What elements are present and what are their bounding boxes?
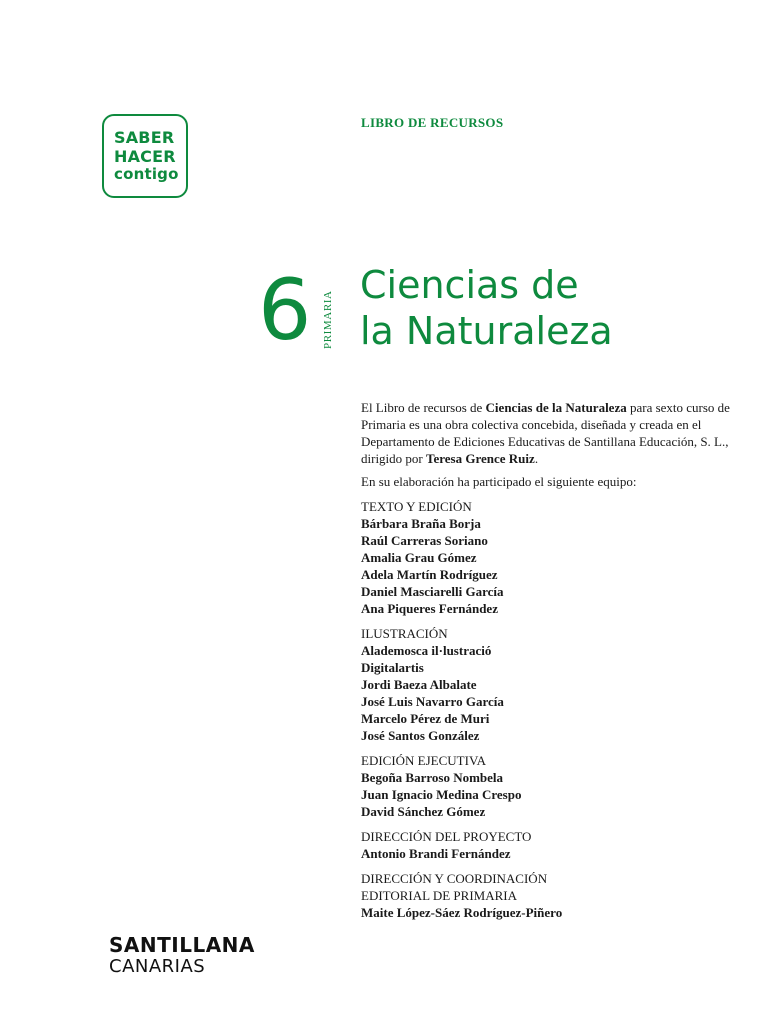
credit-name: Alademosca il·lustració	[361, 643, 492, 658]
section-heading: TEXTO Y EDICIÓN	[361, 499, 472, 514]
credit-name: Antonio Brandi Fernández	[361, 846, 511, 861]
intro-director: Teresa Grence Ruiz	[426, 451, 535, 466]
credit-name: José Luis Navarro García	[361, 694, 504, 709]
credit-name: Maite López-Sáez Rodríguez-Piñero	[361, 905, 563, 920]
logo-line-2: HACER	[114, 147, 176, 166]
credit-section-texto	[361, 498, 741, 617]
publisher-region: CANARIAS	[109, 956, 206, 977]
grade-number: 6	[258, 261, 312, 359]
credit-section-direccion-proyecto	[361, 828, 741, 862]
intro-text-1: El Libro de recursos de	[361, 400, 486, 415]
section-heading: DIRECCIÓN DEL PROYECTO	[361, 829, 532, 844]
credit-name: Juan Ignacio Medina Crespo	[361, 787, 522, 802]
credit-name: Ana Piqueres Fernández	[361, 601, 498, 616]
title-line-2: la Naturaleza	[360, 309, 613, 353]
book-title	[360, 262, 760, 354]
series-logo	[102, 114, 188, 198]
section-heading-2: EDITORIAL DE PRIMARIA	[361, 888, 517, 903]
credit-name: Digitalartis	[361, 660, 424, 675]
intro-subject: Ciencias de la Naturaleza	[485, 400, 627, 415]
credit-name: José Santos González	[361, 728, 480, 743]
credit-name: Adela Martín Rodríguez	[361, 567, 498, 582]
section-heading: ILUSTRACIÓN	[361, 626, 448, 641]
credit-name: Amalia Grau Gómez	[361, 550, 477, 565]
credit-name: Bárbara Braña Borja	[361, 516, 481, 531]
logo-line-3: contigo	[114, 165, 179, 183]
logo-line-1: SABER	[114, 128, 175, 147]
publisher-logo	[109, 934, 255, 978]
credit-name: David Sánchez Gómez	[361, 804, 486, 819]
credit-name: Daniel Masciarelli García	[361, 584, 504, 599]
section-heading: EDICIÓN EJECUTIVA	[361, 753, 487, 768]
section-heading: DIRECCIÓN Y COORDINACIÓN	[361, 871, 548, 886]
credit-name: Jordi Baeza Albalate	[361, 677, 477, 692]
publisher-brand: SANTILLANA	[109, 933, 255, 957]
intro-text-3: .	[534, 451, 539, 466]
intro-paragraph	[361, 399, 741, 467]
team-intro: En su elaboración ha participado el siguiente equipo:	[361, 474, 637, 489]
credit-section-ilustracion	[361, 625, 741, 744]
title-line-1: Ciencias de	[360, 263, 579, 307]
header-label: LIBRO DE RECURSOS	[361, 115, 504, 130]
credit-name: Begoña Barroso Nombela	[361, 770, 504, 785]
credit-section-edicion-ejecutiva	[361, 752, 741, 820]
credit-section-direccion-coordinacion	[361, 870, 741, 921]
grade-level: PRIMARIA	[322, 290, 334, 349]
intro-text-2: para sexto curso de Primaria es una obra colectiva concebida, diseñada y creada en el Departamento de Ediciones Educativas de Santillana Educación, S. L., dirigido por	[361, 400, 730, 466]
credit-name: Marcelo Pérez de Muri	[361, 711, 490, 726]
credit-name: Raúl Carreras Soriano	[361, 533, 488, 548]
credits-block	[361, 399, 741, 921]
